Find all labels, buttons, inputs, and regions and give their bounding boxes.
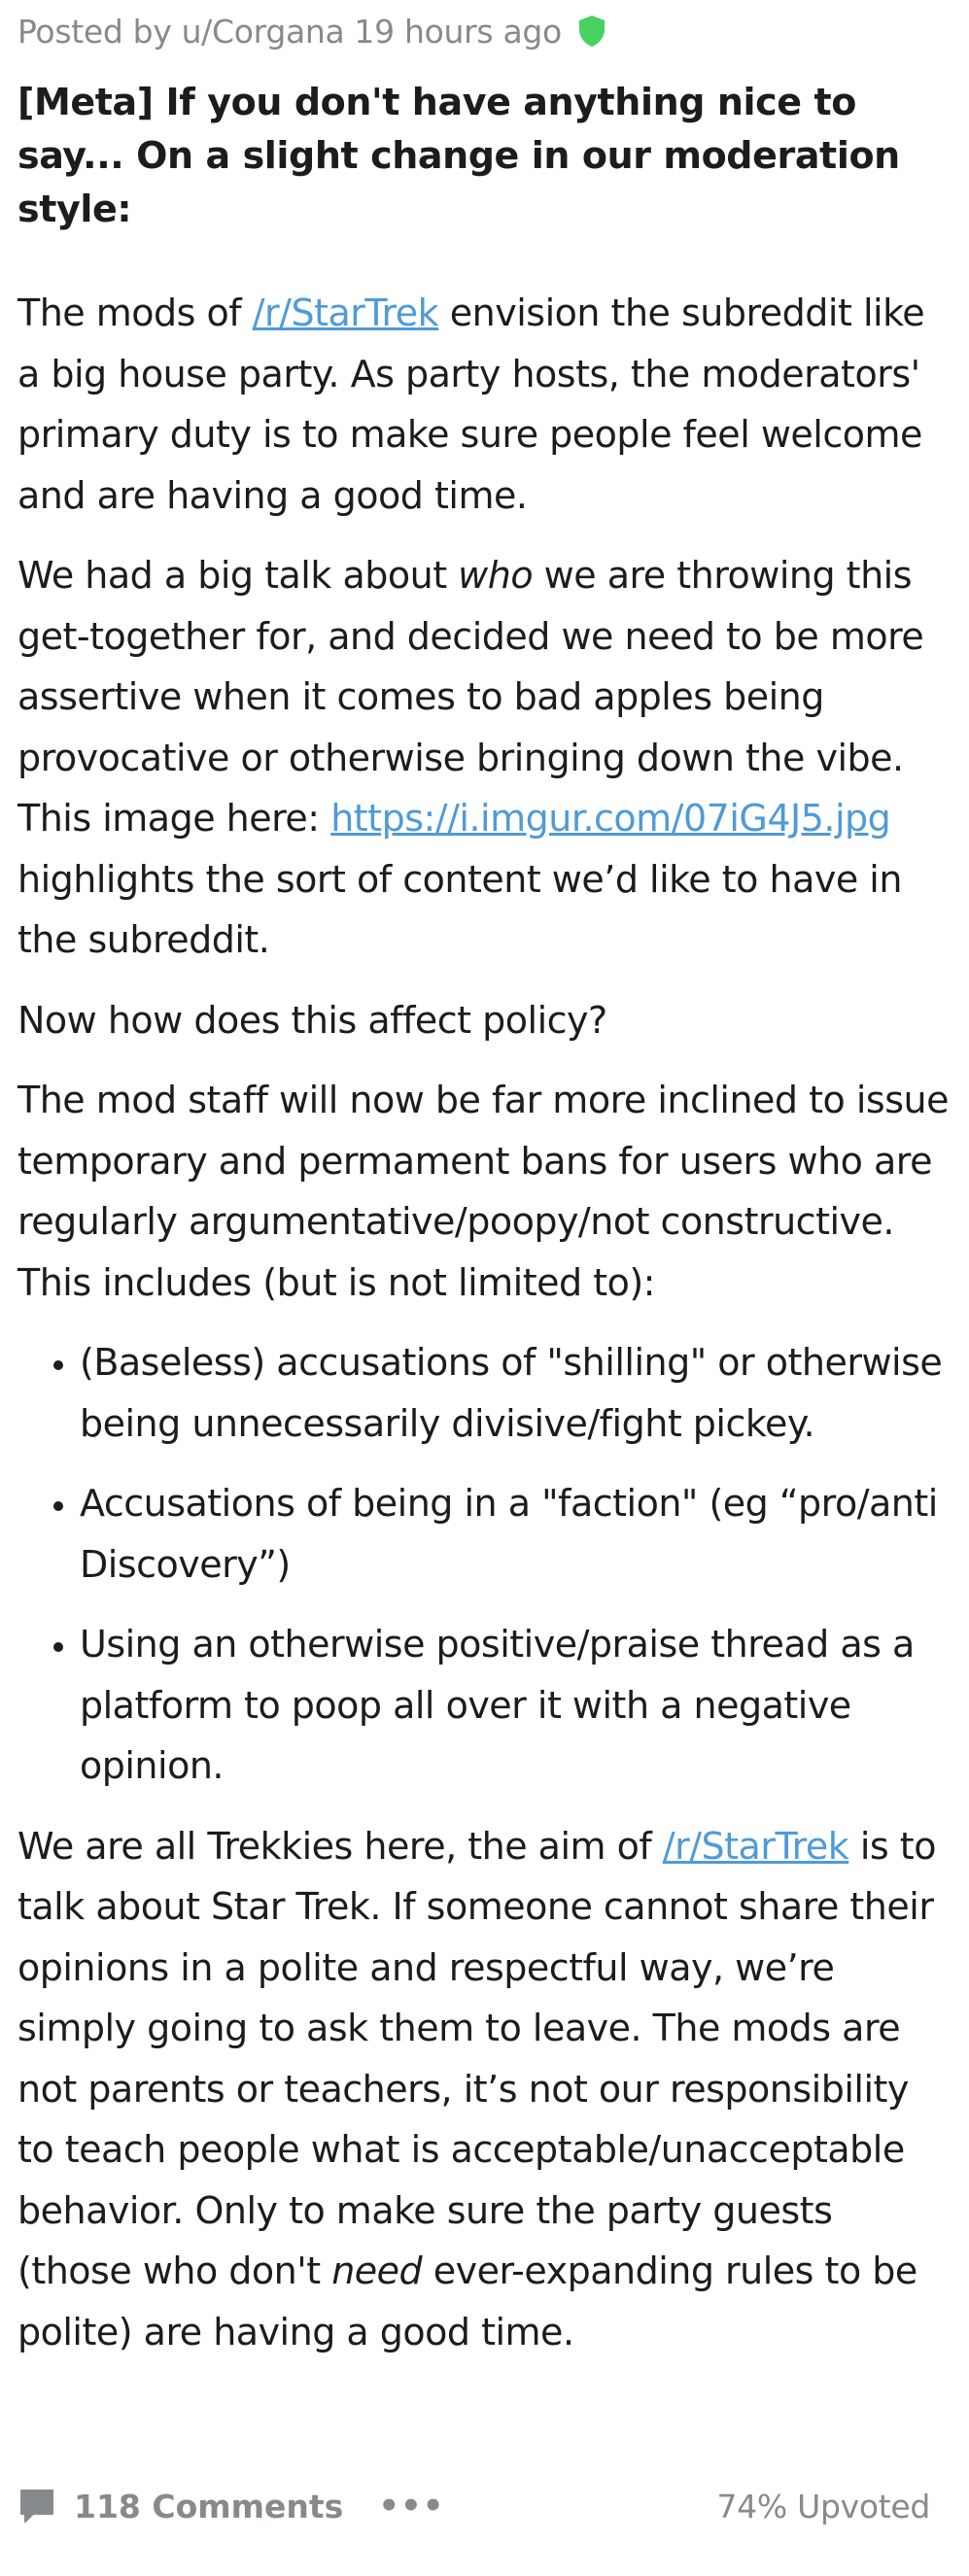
paragraph-text: We are all Trekkies here, the aim of: [17, 1824, 663, 1868]
comments-count: 118 Comments: [74, 2487, 344, 2525]
paragraph-text: is to talk about Star Trek. If someone cannot share their opinions in a polite and respectful way, we’re simply going to ask them to leave. The mods are not parents or teachers, it’s not our responsibility to teach people what is acceptable/unacceptable behavior. Only to make sure the party guests (those who don't: [17, 1824, 936, 2292]
shield-icon: [577, 15, 606, 48]
post-body: [17, 283, 955, 2362]
more-icon[interactable]: •••: [378, 2487, 445, 2525]
subreddit-link[interactable]: /r/StarTrek: [252, 292, 439, 334]
list-item: • (Baseless) accusations of "shilling" or otherwise being unnecessarily divisive/fight pickey.: [80, 1332, 955, 1454]
paragraph-4: The mod staff will now be far more inclined to issue temporary and permament bans for users who are regularly argumentative/poopy/not constructive. This includes (but is not limited to):: [17, 1079, 949, 1304]
author-link[interactable]: u/Corgana: [181, 12, 345, 51]
post-meta: [17, 0, 955, 62]
paragraph-text: The mods of: [17, 292, 253, 334]
paragraph-text: We had a big talk about: [17, 554, 459, 597]
paragraph-text: we are throwing this get-together for, and decided we need to be more assertive when it comes to bad apples being provocative or otherwise bringing down the vibe. This image here:: [17, 554, 924, 840]
post-footer: [17, 2476, 930, 2536]
upvote-ratio: 74% Upvoted: [716, 2487, 930, 2525]
rules-list: [17, 1332, 955, 1797]
comment-icon: [17, 2487, 56, 2525]
posted-by-label: Posted by: [17, 12, 172, 51]
paragraph-1: [17, 283, 955, 526]
paragraph-3: Now how does this affect policy?: [17, 998, 607, 1042]
paragraph-5: [17, 1816, 955, 2363]
list-item: • Using an otherwise positive/praise thread as a platform to poop all over it with a negative opinion.: [80, 1614, 955, 1797]
paragraph-text: envision the subreddit like a big house party. As party hosts, the moderators' primary duty is to make sure people feel welcome and are having a good time.: [17, 292, 925, 517]
imgur-link[interactable]: https://i.imgur.com/07iG4J5.jpg: [330, 797, 891, 840]
emphasis-text: who: [458, 554, 534, 597]
list-item: • Accusations of being in a "faction" (eg “pro/anti Discovery”): [80, 1473, 955, 1595]
post-title[interactable]: [Meta] If you don't have anything nice to say... On a slight change in our moderation style:: [17, 81, 900, 230]
subreddit-link[interactable]: /r/StarTrek: [662, 1824, 849, 1868]
post-time: 19 hours ago: [354, 12, 562, 51]
paragraph-text: highlights the sort of content we’d like to have in the subreddit.: [17, 857, 902, 961]
emphasis-text: need: [331, 2250, 423, 2292]
paragraph-2: [17, 545, 955, 971]
comments-button[interactable]: [17, 2487, 343, 2525]
paragraph-text: ever-expanding rules to be polite) are having a good time.: [17, 2250, 917, 2353]
